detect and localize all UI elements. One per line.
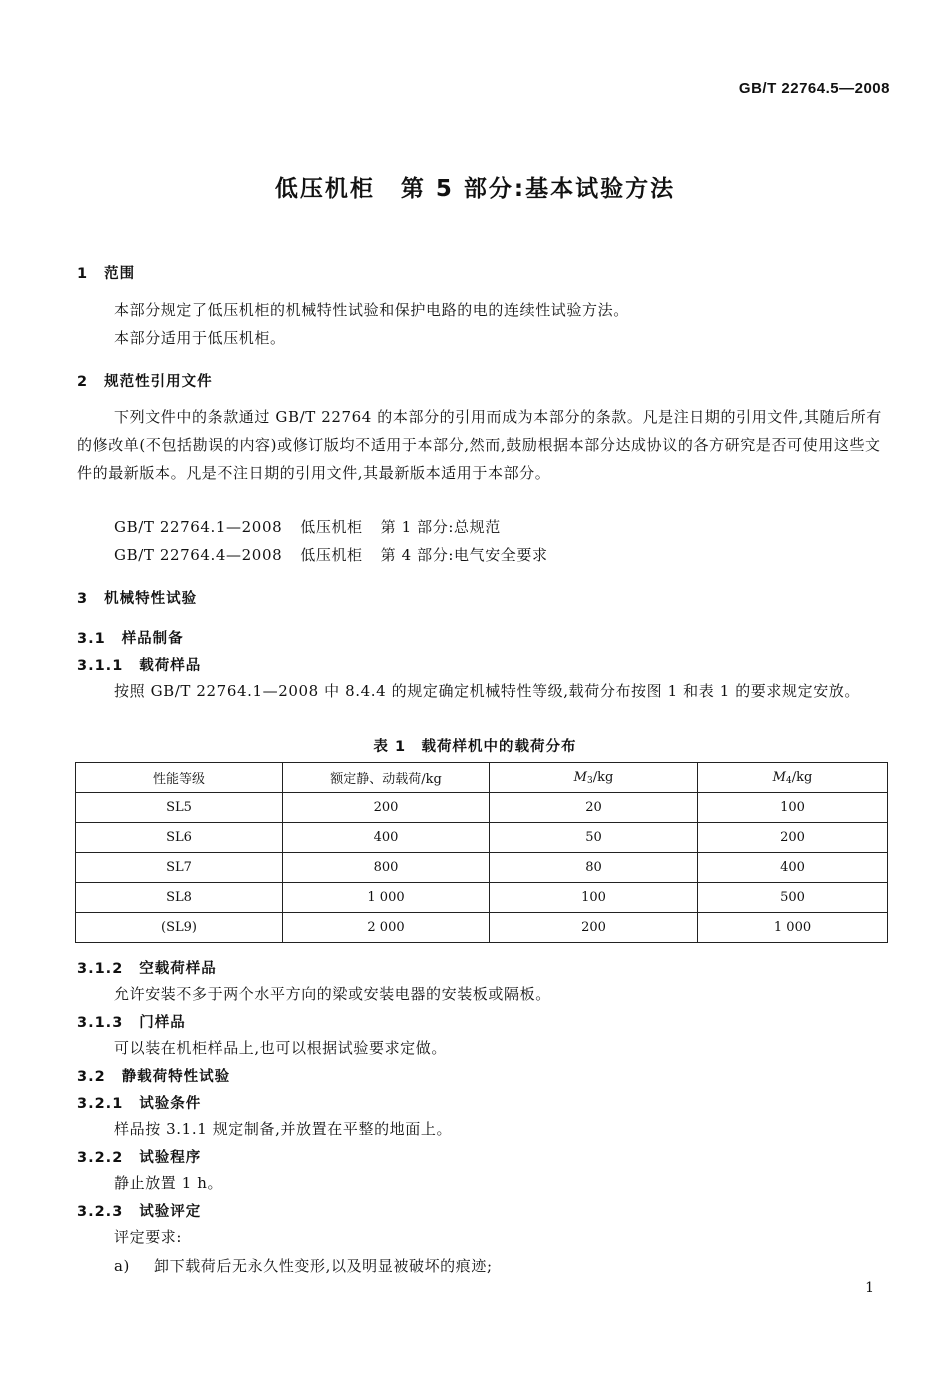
section-3-2-2-heading — [77, 1146, 201, 1167]
section-3-1-3-para: 可以装在机柜样品上,也可以根据试验要求定做。 — [114, 1039, 447, 1057]
section-3-1-3-heading — [77, 1011, 186, 1032]
col-header-m3: $M_3/kg$ — [490, 763, 698, 793]
table-cell: SL8 — [76, 883, 283, 913]
table-cell: 200 — [490, 913, 698, 943]
section-number: 3.2.1 — [77, 1096, 124, 1112]
table-cell: 100 — [490, 883, 698, 913]
table-cell: 500 — [698, 883, 888, 913]
table-cell: 400 — [698, 853, 888, 883]
title-part2: 第 5 部分:基本试验方法 — [400, 176, 676, 202]
section-3-2-3-para: 评定要求: — [114, 1228, 183, 1246]
page-number: 1 — [865, 1280, 874, 1296]
document-title — [0, 170, 950, 203]
section-3-1-2-heading — [77, 957, 217, 978]
section-3-1-1-heading — [77, 654, 201, 675]
ref-part: 第 1 部分:总规范 — [380, 518, 501, 536]
table-header-row — [76, 763, 888, 793]
section-title: 样品制备 — [121, 631, 184, 647]
section-3-2-1-para: 样品按 3.1.1 规定制备,并放置在平整的地面上。 — [114, 1120, 453, 1138]
ref-code: GB/T 22764.1—2008 — [114, 518, 283, 536]
table-cell: 80 — [490, 853, 698, 883]
section-number: 3.1.3 — [77, 1015, 124, 1031]
table-cell: SL6 — [76, 823, 283, 853]
ref-part: 第 4 部分:电气安全要求 — [380, 546, 548, 564]
section-title: 规范性引用文件 — [104, 374, 213, 390]
table-row — [76, 853, 888, 883]
col-header-grade: 性能等级 — [76, 763, 283, 793]
col-header-rated-load: 额定静、动载荷/kg — [283, 763, 490, 793]
section-2-para-1: 下列文件中的条款通过 GB/T 22764 的本部分的引用而成为本部分的条款。凡是注日期的引用文件,其随后所有的修改单(不包括勘误的内容)或修订版均不适用于本部分,然而,鼓励根据本部分达成协议的各方研究是否可使用这些文件的最新版本。凡是不注日期的引用文件,其最新版本适用于本部分。 — [77, 408, 882, 482]
section-3-heading — [77, 587, 197, 608]
col-header-m4: $M_4/kg$ — [698, 763, 888, 793]
section-3-2-3-heading — [77, 1200, 201, 1221]
section-number: 3.1.1 — [77, 658, 124, 674]
table-cell: (SL9) — [76, 913, 283, 943]
section-number: 2 — [77, 374, 89, 390]
table-cell: 400 — [283, 823, 490, 853]
section-3-2-heading — [77, 1065, 230, 1086]
table-cell: 2 000 — [283, 913, 490, 943]
section-number: 3.2.2 — [77, 1150, 124, 1166]
title-part1: 低压机柜 — [274, 176, 375, 202]
table-row — [76, 793, 888, 823]
table-cell: 50 — [490, 823, 698, 853]
section-title: 试验程序 — [139, 1150, 202, 1166]
section-title: 门样品 — [139, 1015, 186, 1031]
ref-title: 低压机柜 — [300, 546, 363, 564]
load-distribution-table — [75, 762, 888, 943]
section-3-1-2-para: 允许安装不多于两个水平方向的梁或安装电器的安装板或隔板。 — [114, 985, 551, 1003]
table-cell: 20 — [490, 793, 698, 823]
table-cell: SL7 — [76, 853, 283, 883]
table-row — [76, 823, 888, 853]
section-3-2-1-heading — [77, 1092, 201, 1113]
section-title: 范围 — [104, 266, 136, 282]
section-title: 试验条件 — [139, 1096, 202, 1112]
section-3-1-heading — [77, 627, 184, 648]
table-cell: 100 — [698, 793, 888, 823]
section-2-heading — [77, 370, 213, 391]
table-cell: 200 — [283, 793, 490, 823]
section-number: 3.1.2 — [77, 961, 124, 977]
section-number: 3.2 — [77, 1069, 106, 1085]
section-title: 空载荷样品 — [139, 961, 217, 977]
section-title: 载荷样品 — [139, 658, 202, 674]
section-1-para-1: 本部分规定了低压机柜的机械特性试验和保护电路的电的连续性试验方法。 — [114, 301, 629, 319]
section-title: 试验评定 — [139, 1204, 202, 1220]
normative-reference-1 — [114, 516, 501, 537]
table-cell: 800 — [283, 853, 490, 883]
section-number: 3.1 — [77, 631, 106, 647]
section-number: 1 — [77, 266, 89, 282]
section-number: 3 — [77, 591, 89, 607]
table-cell: 200 — [698, 823, 888, 853]
section-1-para-2: 本部分适用于低压机柜。 — [114, 329, 286, 347]
section-3-1-1-para: 按照 GB/T 22764.1—2008 中 8.4.4 的规定确定机械特性等级,载荷分布按图 1 和表 1 的要求规定安放。 — [114, 682, 861, 700]
section-number: 3.2.3 — [77, 1204, 124, 1220]
table-cell: SL5 — [76, 793, 283, 823]
table-row — [76, 913, 888, 943]
table-caption: 表 1 载荷样机中的载荷分布 — [373, 739, 577, 755]
table-cell: 1 000 — [698, 913, 888, 943]
list-item-text: 卸下载荷后无永久性变形,以及明显被破坏的痕迹; — [154, 1257, 493, 1275]
standard-code: GB/T 22764.5—2008 — [738, 80, 890, 97]
table-row — [76, 883, 888, 913]
ref-code: GB/T 22764.4—2008 — [114, 546, 283, 564]
section-title: 静载荷特性试验 — [121, 1069, 231, 1085]
section-title: 机械特性试验 — [104, 591, 198, 607]
table-cell: 1 000 — [283, 883, 490, 913]
section-1-heading — [77, 262, 135, 283]
normative-reference-2 — [114, 544, 548, 565]
list-item-label: a) — [114, 1257, 130, 1275]
ref-title: 低压机柜 — [300, 518, 363, 536]
list-item — [114, 1255, 493, 1276]
section-3-2-2-para: 静止放置 1 h。 — [114, 1174, 224, 1192]
